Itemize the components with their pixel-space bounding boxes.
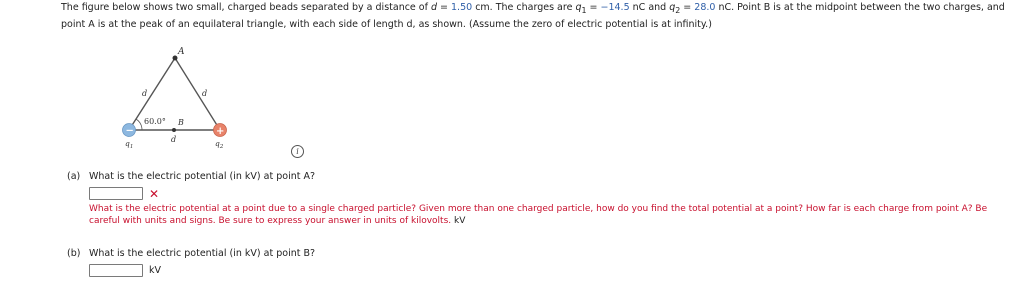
q2-subscript: 2 (675, 5, 681, 15)
d-symbol: d (430, 2, 438, 13)
problem-text-2: cm. The charges are (472, 2, 576, 13)
part-a-unit: kV (454, 215, 466, 226)
label-q2: $q_2$ (215, 139, 224, 150)
label-q2-subscript: 2 (219, 144, 224, 150)
problem-text-3: nC and (629, 2, 670, 13)
q1-symbol: q (575, 2, 582, 13)
plus-sign: + (216, 126, 225, 137)
problem-text-4: nC. Point B is at the midpoint between the two charges, and point A is at the peak of an equilateral triangle, with each side of length d, as shown. (Assume the zero of electric potential is at infinity.) (61, 2, 1005, 30)
angle-arc (136, 119, 142, 130)
equals-sign: = (680, 2, 695, 13)
angle-label: 60.0° (144, 117, 166, 126)
part-b-label: (b) (67, 248, 81, 259)
part-a-question-text: What is the electric potential (in kV) at point A? (89, 171, 316, 182)
part-a-label: (a) (67, 171, 81, 182)
label-a: A (178, 47, 185, 57)
part-b-question (67, 248, 315, 259)
label-d-bottom: d (171, 135, 177, 144)
triangle-diagram (112, 44, 252, 154)
incorrect-icon: ✕ (149, 186, 160, 201)
equals-sign: = (437, 2, 452, 13)
d-value: 1.50 (451, 2, 473, 13)
triangle-figure (112, 44, 252, 154)
problem-statement (61, 1, 1011, 32)
label-b: B (178, 118, 184, 127)
label-q1-subscript: 1 (129, 144, 134, 150)
part-a-answer-row (89, 187, 159, 200)
part-a-question (67, 171, 315, 182)
point-b-dot (172, 128, 176, 132)
equals-sign: = (586, 2, 601, 13)
label-d-left: d (142, 89, 148, 98)
label-d-right: d (202, 89, 208, 98)
part-a-answer-input[interactable] (89, 187, 143, 200)
part-b-answer-input[interactable] (89, 264, 143, 277)
q2-value: 28.0 (694, 2, 716, 13)
point-a-dot (173, 56, 178, 61)
label-q1: $q_1$ (125, 139, 134, 150)
part-b-answer-row (89, 264, 161, 277)
info-icon[interactable]: i (291, 145, 304, 158)
part-a-feedback-text: What is the electric potential at a point due to a single charged particle? Given more than one charged particle, how do you find the total potential at a point? How far is each charge from point A? Be careful with units and signs. Be sure to express your answer in units of kilovolts. (89, 204, 988, 226)
part-a-feedback (89, 204, 999, 227)
q1-value: −14.5 (600, 2, 630, 13)
q2-symbol: q (669, 2, 676, 13)
part-b-question-text: What is the electric potential (in kV) at point B? (89, 248, 316, 259)
part-b-unit: kV (149, 265, 162, 276)
minus-sign: − (125, 125, 134, 137)
q1-subscript: 1 (581, 5, 587, 15)
problem-text-1: The figure below shows two small, charged beads separated by a distance of (61, 2, 431, 13)
